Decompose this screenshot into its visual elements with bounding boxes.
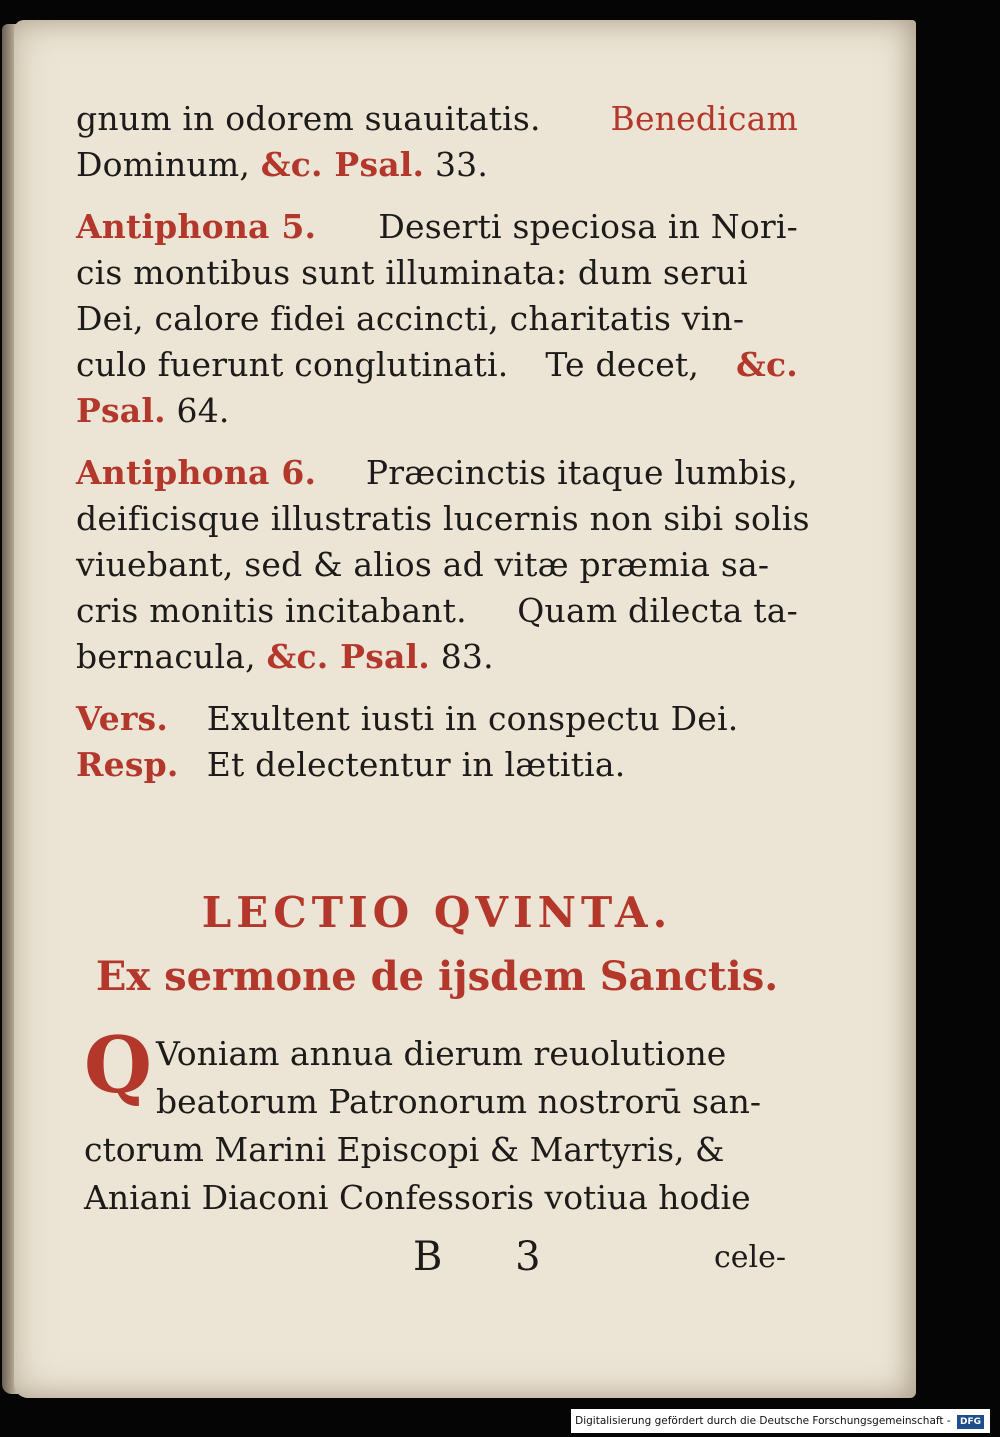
rubric-text: &c. Psal. xyxy=(266,637,430,676)
text-line: Aniani Diaconi Confessoris votiua hodie xyxy=(84,1178,751,1217)
credit-text: Digitalisierung gefördert durch die Deutsche Forschungsgemeinschaft - xyxy=(575,1415,951,1427)
text-segment: Te decet, xyxy=(545,345,700,384)
paragraph-versicle xyxy=(76,696,798,788)
catchword: cele- xyxy=(714,1240,787,1275)
rubric-text: &c. Psal. xyxy=(260,145,425,184)
response-text: Et delectentur in lætitia. xyxy=(206,745,626,784)
text-segment: Quam dilecta ta- xyxy=(517,591,798,630)
text-line: viuebant, sed & alios ad vitæ præmia sa- xyxy=(76,545,770,584)
rubric-initial-text: Benedicam xyxy=(610,99,798,138)
rubric-text: &c. xyxy=(736,345,798,384)
text-segment: bernacula, xyxy=(76,637,256,676)
text-line: cis montibus sunt illuminata: dum serui xyxy=(76,253,748,292)
text-line: Voniam annua dierum reuolutione xyxy=(156,1034,727,1073)
text-segment: culo fuerunt conglutinati. xyxy=(76,345,509,384)
text-line: deificisque illustratis lucernis non sibi solis xyxy=(76,499,810,538)
text-line: ctorum Marini Episcopi & Martyris, & xyxy=(84,1130,725,1169)
text-segment: Dominum, xyxy=(76,145,251,184)
text-line xyxy=(76,204,798,250)
text-line xyxy=(76,634,798,680)
main-text-block xyxy=(76,96,810,788)
drop-cap-initial: Q xyxy=(84,1020,152,1111)
paragraph-antiphona-5 xyxy=(76,204,798,434)
digitization-credit xyxy=(571,1409,990,1433)
text-line xyxy=(76,342,798,388)
psalm-number: 83. xyxy=(440,637,494,676)
lectio-heading: LECTIO QVINTA. xyxy=(201,888,673,937)
text-segment: gnum in odorem suauitatis. xyxy=(76,99,541,138)
versicle-text: Exultent iusti in conspectu Dei. xyxy=(206,699,739,738)
rubric-text: Psal. xyxy=(76,391,166,430)
antiphona-label: Antiphona 6. xyxy=(76,453,317,492)
psalm-number: 64. xyxy=(176,391,230,430)
antiphona-label: Antiphona 5. xyxy=(76,207,317,246)
text-segment: Præcinctis itaque lumbis, xyxy=(365,453,798,492)
response-label: Resp. xyxy=(76,745,179,784)
lectio-subheading: Ex sermone de ijsdem Sanctis. xyxy=(95,953,779,1000)
dfg-logo: DFG xyxy=(957,1415,984,1429)
versicle-label: Vers. xyxy=(76,699,169,738)
lesson-text xyxy=(84,1020,798,1222)
text-segment: cris monitis incitabant. xyxy=(76,591,467,630)
psalm-number: 33. xyxy=(434,145,489,184)
text-line xyxy=(76,588,798,634)
text-line xyxy=(76,450,798,496)
response-line xyxy=(76,742,798,788)
signature-mark: B 3 xyxy=(413,1234,571,1280)
text-line: Dei, calore fidei accincti, charitatis vin- xyxy=(76,299,745,338)
paragraph-antiphona-6 xyxy=(76,450,810,680)
text-line: beatorum Patronorum nostrorū san- xyxy=(156,1082,761,1121)
text-line xyxy=(76,142,798,188)
text-line xyxy=(76,96,798,142)
versicle-line xyxy=(76,696,798,742)
text-line xyxy=(76,388,798,434)
paragraph-responsory xyxy=(76,96,798,188)
text-segment: Deserti speciosa in Nori- xyxy=(378,207,798,246)
